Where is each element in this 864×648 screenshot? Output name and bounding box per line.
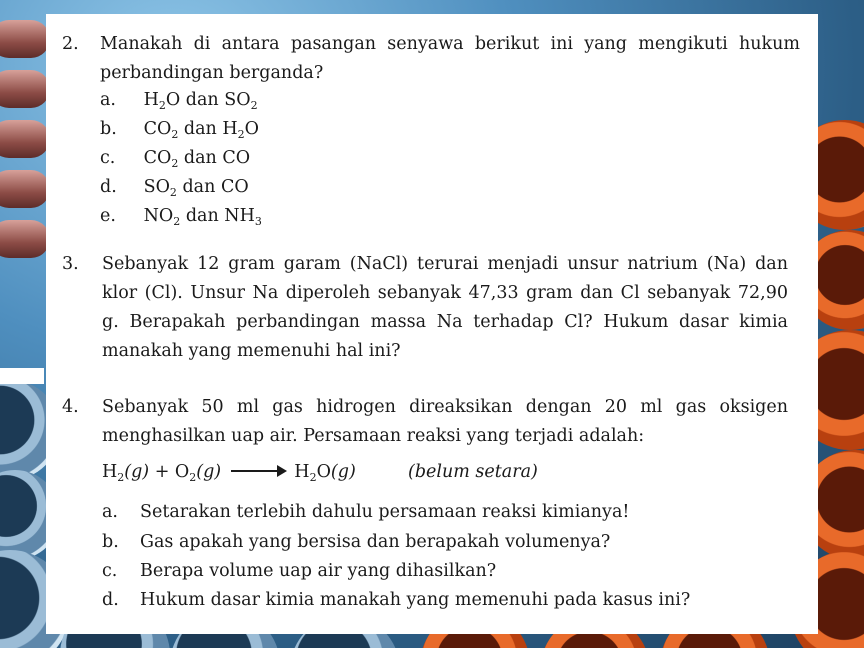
option-e: [100, 206, 262, 226]
option-label: c.: [100, 148, 116, 168]
question-text: Manakah di antara pasangan senyawa berikut ini yang mengikuti hukum perbandingan berganda?: [100, 34, 800, 83]
question-number: 4.: [62, 397, 79, 417]
formula-part: O dan SO: [165, 90, 251, 110]
formula-part: dan NH: [180, 206, 255, 226]
option-a: [100, 90, 258, 110]
formula-subscript: 2: [171, 128, 179, 141]
pipe-decoration: [0, 70, 50, 108]
q4-option-d: [102, 590, 690, 610]
formula-subscript: 2: [309, 471, 317, 484]
formula-part: dan H: [178, 119, 238, 139]
equation-term: H: [294, 462, 310, 482]
option-text: Setarakan terlebih dahulu persamaan reaksi kimianya!: [140, 502, 630, 522]
option-label: a.: [102, 502, 118, 522]
question-text: Sebanyak 50 ml gas hidrogen direaksikan dengan 20 ml gas oksigen menghasilkan uap air. Persamaan reaksi yang terjadi adalah:: [102, 397, 788, 446]
option-label: a.: [100, 90, 116, 110]
formula-part: NO: [143, 206, 174, 226]
question-number: 2.: [62, 34, 79, 54]
option-label: c.: [102, 561, 118, 581]
option-label: e.: [100, 206, 116, 226]
question-number: 3.: [62, 254, 79, 274]
equation-term: O: [174, 462, 190, 482]
formula-part: dan CO: [178, 148, 251, 168]
state-symbol: (g): [330, 462, 356, 482]
q4-option-a: [102, 502, 629, 522]
q4-option-c: [102, 561, 496, 581]
question-text: Sebanyak 12 gram garam (NaCl) terurai menjadi unsur natrium (Na) dan klor (Cl). Unsur Na diperoleh sebanyak 47,33 gram dan Cl sebanyak 72,90 g. Berapakah perbandingan massa Na terhadap Cl? Hukum dasar kimia manakah yang memenuhi hal ini?: [102, 254, 788, 361]
option-label: b.: [102, 532, 119, 552]
formula-part: CO: [143, 148, 172, 168]
plus-sign: +: [149, 462, 175, 482]
formula-part: H: [143, 90, 159, 110]
formula-subscript: 2: [173, 215, 181, 228]
pipe-decoration: [0, 170, 50, 208]
pipe-decoration: [0, 20, 50, 58]
q4-option-b: [102, 532, 610, 552]
formula-subscript: 2: [250, 99, 258, 112]
option-b: [100, 119, 259, 139]
equation-note: (belum setara): [408, 462, 538, 482]
option-label: d.: [102, 590, 119, 610]
formula-part: SO: [143, 177, 170, 197]
pipe-decoration: [0, 120, 50, 158]
formula-subscript: 2: [189, 471, 197, 484]
reaction-equation: [102, 462, 356, 482]
formula-part: O: [244, 119, 259, 139]
formula-subscript: 2: [237, 128, 245, 141]
equation-term: O: [316, 462, 331, 482]
equation-term: H: [102, 462, 118, 482]
option-text: Berapa volume uap air yang dihasilkan?: [140, 561, 497, 581]
option-d: [100, 177, 249, 197]
formula-part: CO: [143, 119, 172, 139]
reaction-arrow-icon: [231, 470, 285, 472]
pipe-decoration: [0, 220, 50, 258]
option-label: d.: [100, 177, 117, 197]
formula-subscript: 2: [171, 157, 179, 170]
formula-subscript: 2: [117, 471, 125, 484]
option-text: Hukum dasar kimia manakah yang memenuhi pada kasus ini?: [140, 590, 691, 610]
state-symbol: (g): [124, 462, 150, 482]
option-text: Gas apakah yang bersisa dan berapakah volumenya?: [140, 532, 611, 552]
formula-subscript: 3: [254, 215, 262, 228]
state-symbol: (g): [196, 462, 222, 482]
option-c: [100, 148, 250, 168]
paper-edge: [0, 368, 44, 384]
formula-subscript: 2: [158, 99, 166, 112]
formula-subscript: 2: [169, 186, 177, 199]
formula-part: dan CO: [176, 177, 249, 197]
option-label: b.: [100, 119, 117, 139]
